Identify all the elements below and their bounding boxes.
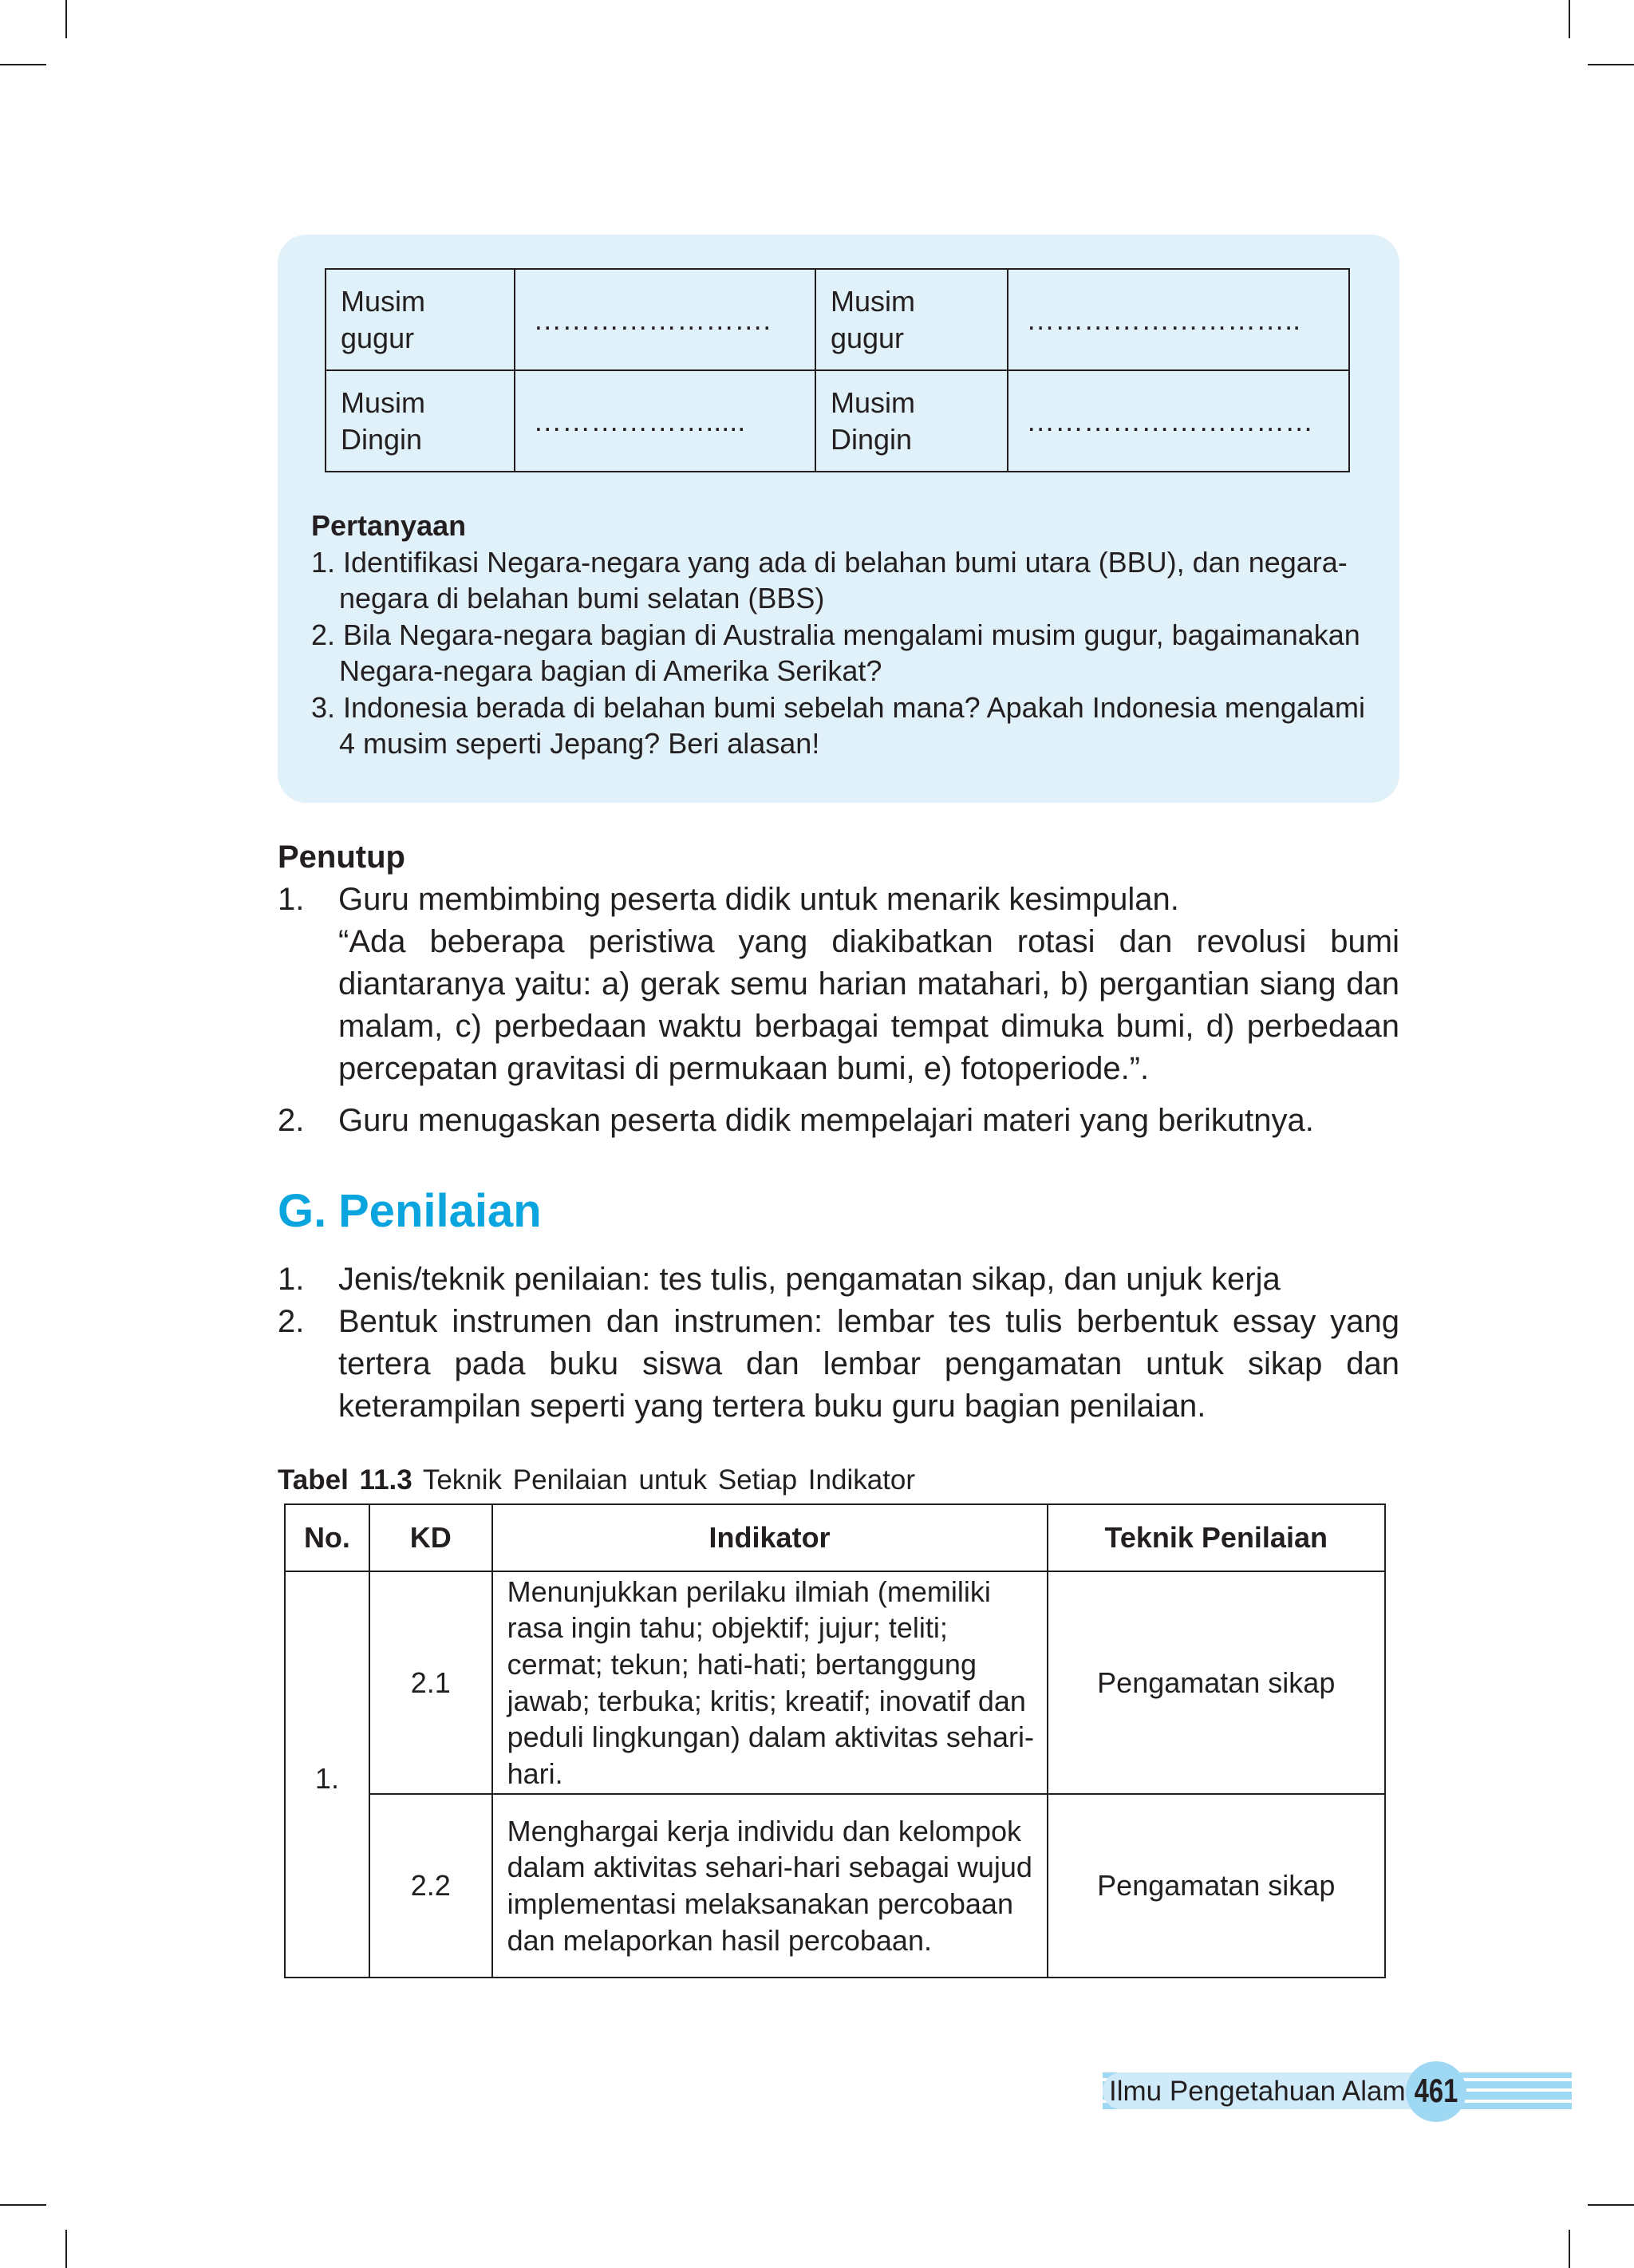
season-label: Musim Dingin (326, 370, 515, 472)
indicator-table (284, 1503, 1386, 1978)
section-title: Penilaian (338, 1185, 542, 1237)
answer-blank: ………………..... (515, 370, 815, 472)
section-letter: G. (278, 1185, 327, 1237)
season-label: Musim gugur (815, 269, 1008, 370)
list-number: 1. (278, 882, 305, 917)
table-caption-text: Teknik Penilaian untuk Setiap Indikator (422, 1464, 916, 1496)
indicator-cell: Menunjukkan perilaku ilmiah (memiliki rasa ingin tahu; objektif; jujur; teliti; cermat; tekun; hati-hati; bertanggung jawab; terbuka; kritis; kreatif; inovatif dan peduli lingkungan) dalam aktivitas sehari-hari. (492, 1571, 1048, 1794)
questions-section (311, 508, 1372, 762)
question-item: 2. Bila Negara-negara bagian di Australia mengalami musim gugur, bagaimanakan Negara-negara bagian di Amerika Serikat? (311, 618, 1360, 687)
list-text: Guru menugaskan peserta didik mempelajari materi yang berikutnya. (338, 1103, 1314, 1138)
list-item (278, 1258, 1399, 1301)
question-item: 1. Identifikasi Negara-negara yang ada di belahan bumi utara (BBU), dan negara-negara di belahan bumi selatan (BBS) (311, 545, 1348, 614)
question-item: 3. Indonesia berada di belahan bumi sebelah mana? Apakah Indonesia mengalami 4 musim seperti Jepang? Beri alasan! (311, 690, 1365, 760)
crop-mark (0, 64, 46, 65)
table-caption (278, 1462, 915, 1499)
season-table (325, 268, 1350, 472)
list-item (278, 1100, 1399, 1142)
column-header: Indikator (492, 1504, 1048, 1571)
column-header: Teknik Penilaian (1048, 1504, 1385, 1571)
season-label: Musim gugur (326, 269, 515, 370)
list-number: 2. (278, 1103, 305, 1138)
footer-subject: Ilmu Pengetahuan Alam (1109, 2076, 1406, 2107)
table-row (326, 370, 1349, 472)
list-item (278, 1301, 1399, 1428)
list-text: Jenis/teknik penilaian: tes tulis, pengamatan sikap, dan unjuk kerja (338, 1262, 1281, 1297)
season-label: Musim Dingin (815, 370, 1008, 472)
list-item (278, 879, 1399, 1090)
assessment-list (278, 1258, 1399, 1428)
questions-title: Pertanyaan (311, 509, 467, 542)
crop-mark (1569, 0, 1570, 38)
table-caption-label: Tabel 11.3 (278, 1464, 412, 1496)
crop-mark (0, 2204, 46, 2206)
closing-section (278, 836, 1399, 1142)
column-header: KD (369, 1504, 492, 1571)
table-row (285, 1794, 1385, 1978)
technique-cell: Pengamatan sikap (1048, 1794, 1385, 1978)
section-heading (278, 1179, 542, 1243)
kd-cell: 2.1 (369, 1571, 492, 1794)
row-number: 1. (285, 1571, 369, 1978)
page-number: 461 (1414, 2072, 1458, 2109)
column-header: No. (285, 1504, 369, 1571)
list-text: Bentuk instrumen dan instrumen: lembar tes tulis berbentuk essay yang tertera pada buku siswa dan lembar pengamatan untuk sikap dan keterampilan seperti yang tertera buku guru bagian penilaian. (338, 1304, 1399, 1424)
list-text: Guru membimbing peserta didik untuk menarik kesimpulan. (338, 882, 1179, 917)
answer-blank: ……………………….. (1008, 269, 1349, 370)
answer-blank: ……………………. (515, 269, 815, 370)
table-row (326, 269, 1349, 370)
list-number: 2. (278, 1304, 305, 1339)
list-number: 1. (278, 1262, 305, 1297)
table-header-row (285, 1504, 1385, 1571)
crop-mark (65, 2230, 67, 2268)
answer-blank: ………………………… (1008, 370, 1349, 472)
crop-mark (1569, 2230, 1570, 2268)
crop-mark (1588, 2204, 1634, 2206)
page-footer (1103, 2061, 1572, 2122)
crop-mark (65, 0, 67, 38)
indicator-cell: Menghargai kerja individu dan kelompok dalam aktivitas sehari-hari sebagai wujud implementasi melaksanakan percobaan dan melaporkan hasil percobaan. (492, 1794, 1048, 1978)
table-row (285, 1571, 1385, 1794)
crop-mark (1588, 64, 1634, 65)
closing-title: Penutup (278, 840, 405, 875)
conclusion-quote: “Ada beberapa peristiwa yang diakibatkan rotasi dan revolusi bumi diantaranya yaitu: a) gerak semu harian matahari, b) pergantian siang dan malam, c) perbedaan waktu berbagai tempat dimuka bumi, d) perbedaan percepatan gravitasi di permukaan bumi, e) fotoperiode.”. (338, 924, 1399, 1086)
technique-cell: Pengamatan sikap (1048, 1571, 1385, 1794)
kd-cell: 2.2 (369, 1794, 492, 1978)
